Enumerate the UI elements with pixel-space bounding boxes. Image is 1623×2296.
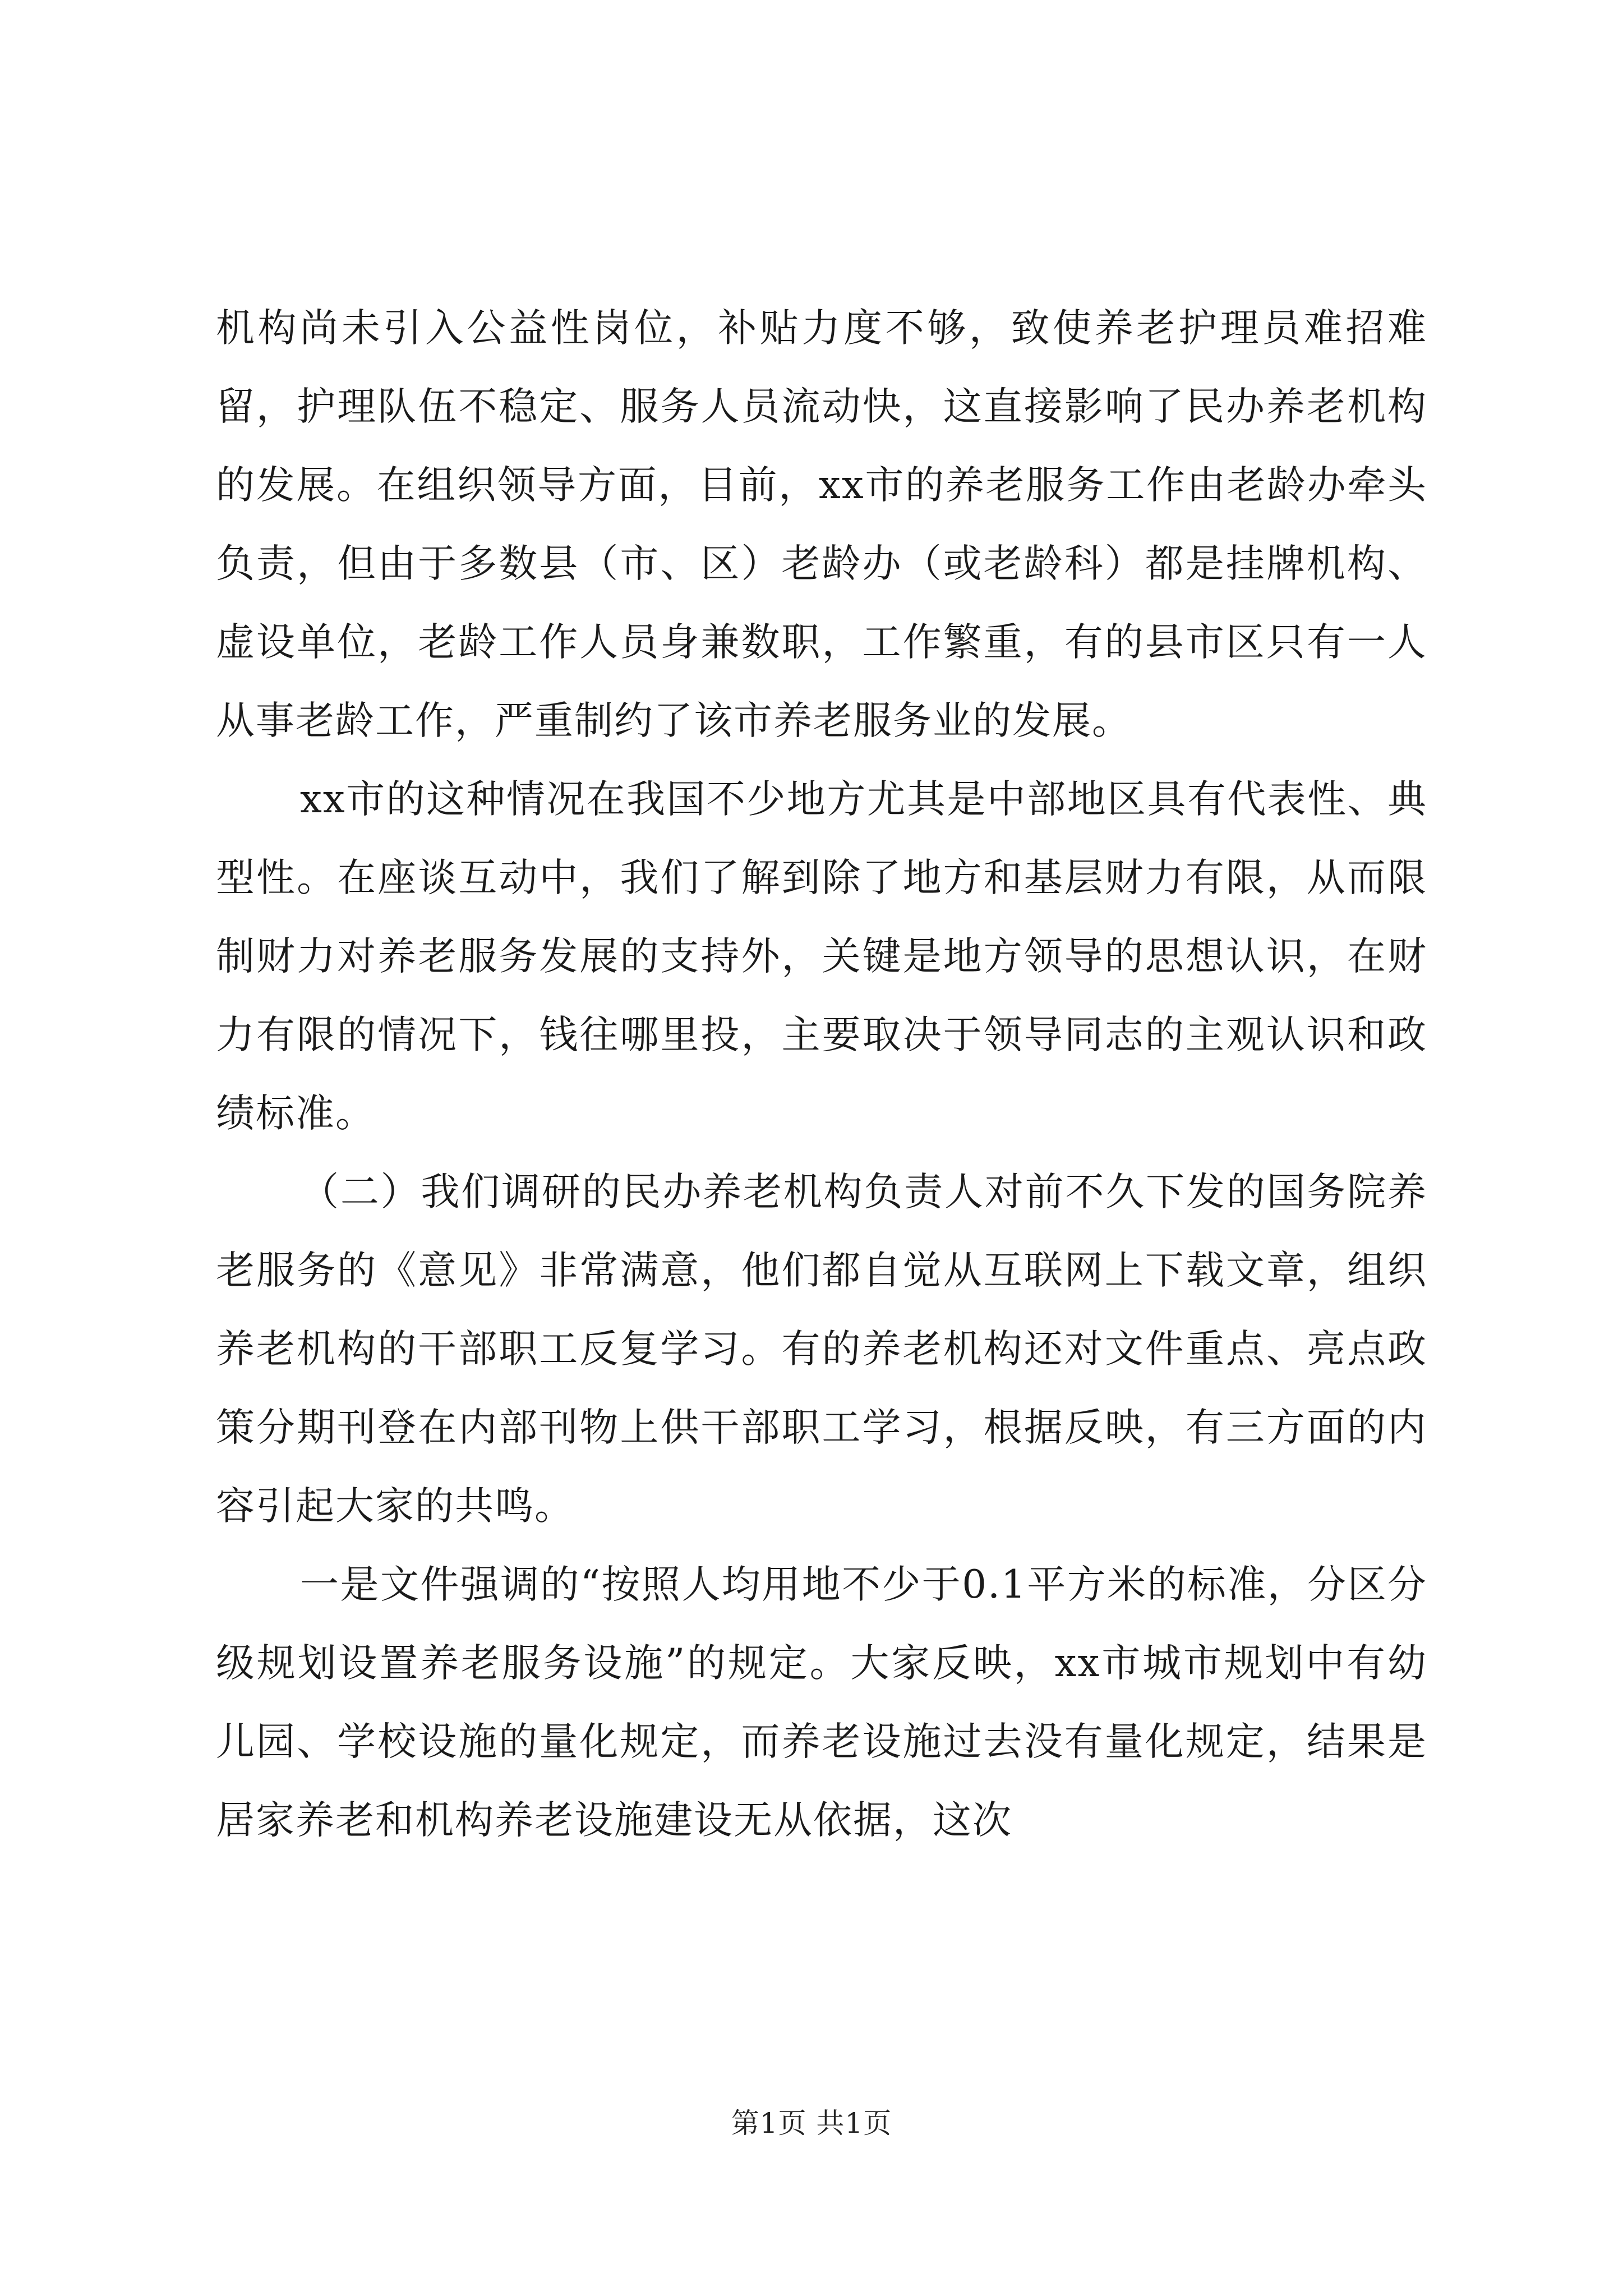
paragraph-point-one: 一是文件强调的“按照人均用地不少于0.1平方米的标准，分区分级规划设置养老服务设施”的规定。大家反映，xx市城市规划中有幼儿园、学校设施的量化规定，而养老设施过去没有量化规定，结果是居家养老和机构养老设施建设无从依据，这次: [216, 1562, 1427, 1843]
paragraph-continuation: 机构尚未引入公益性岗位，补贴力度不够，致使养老护理员难招难留，护理队伍不稳定、服务人员流动快，这直接影响了民办养老机构的发展。在组织领导方面，目前，xx市的养老服务工作由老龄办牵头负责，但由于多数县（市、区）老龄办（或老龄科）都是挂牌机构、虚设单位，老龄工作人员身兼数职，工作繁重，有的县市区只有一人从事老龄工作，严重制约了该市养老服务业的发展。: [216, 306, 1427, 743]
document-body: [216, 289, 1427, 1860]
page-footer: 第1页 共1页: [731, 2107, 892, 2139]
paragraph-xx-city-situation: xx市的这种情况在我国不少地方尤其是中部地区具有代表性、典型性。在座谈互动中，我们了解到除了地方和基层财力有限，从而限制财力对养老服务发展的支持外，关键是地方领导的思想认识，在财力有限的情况下，钱往哪里投，主要取决于领导同志的主观认识和政绩标准。: [216, 777, 1427, 1136]
paragraph-section-two: （二）我们调研的民办养老机构负责人对前不久下发的国务院养老服务的《意见》非常满意，他们都自觉从互联网上下载文章，组织养老机构的干部职工反复学习。有的养老机构还对文件重点、亮点政策分期刊登在内部刊物上供干部职工学习，根据反映，有三方面的内容引起大家的共鸣。: [216, 1170, 1427, 1529]
